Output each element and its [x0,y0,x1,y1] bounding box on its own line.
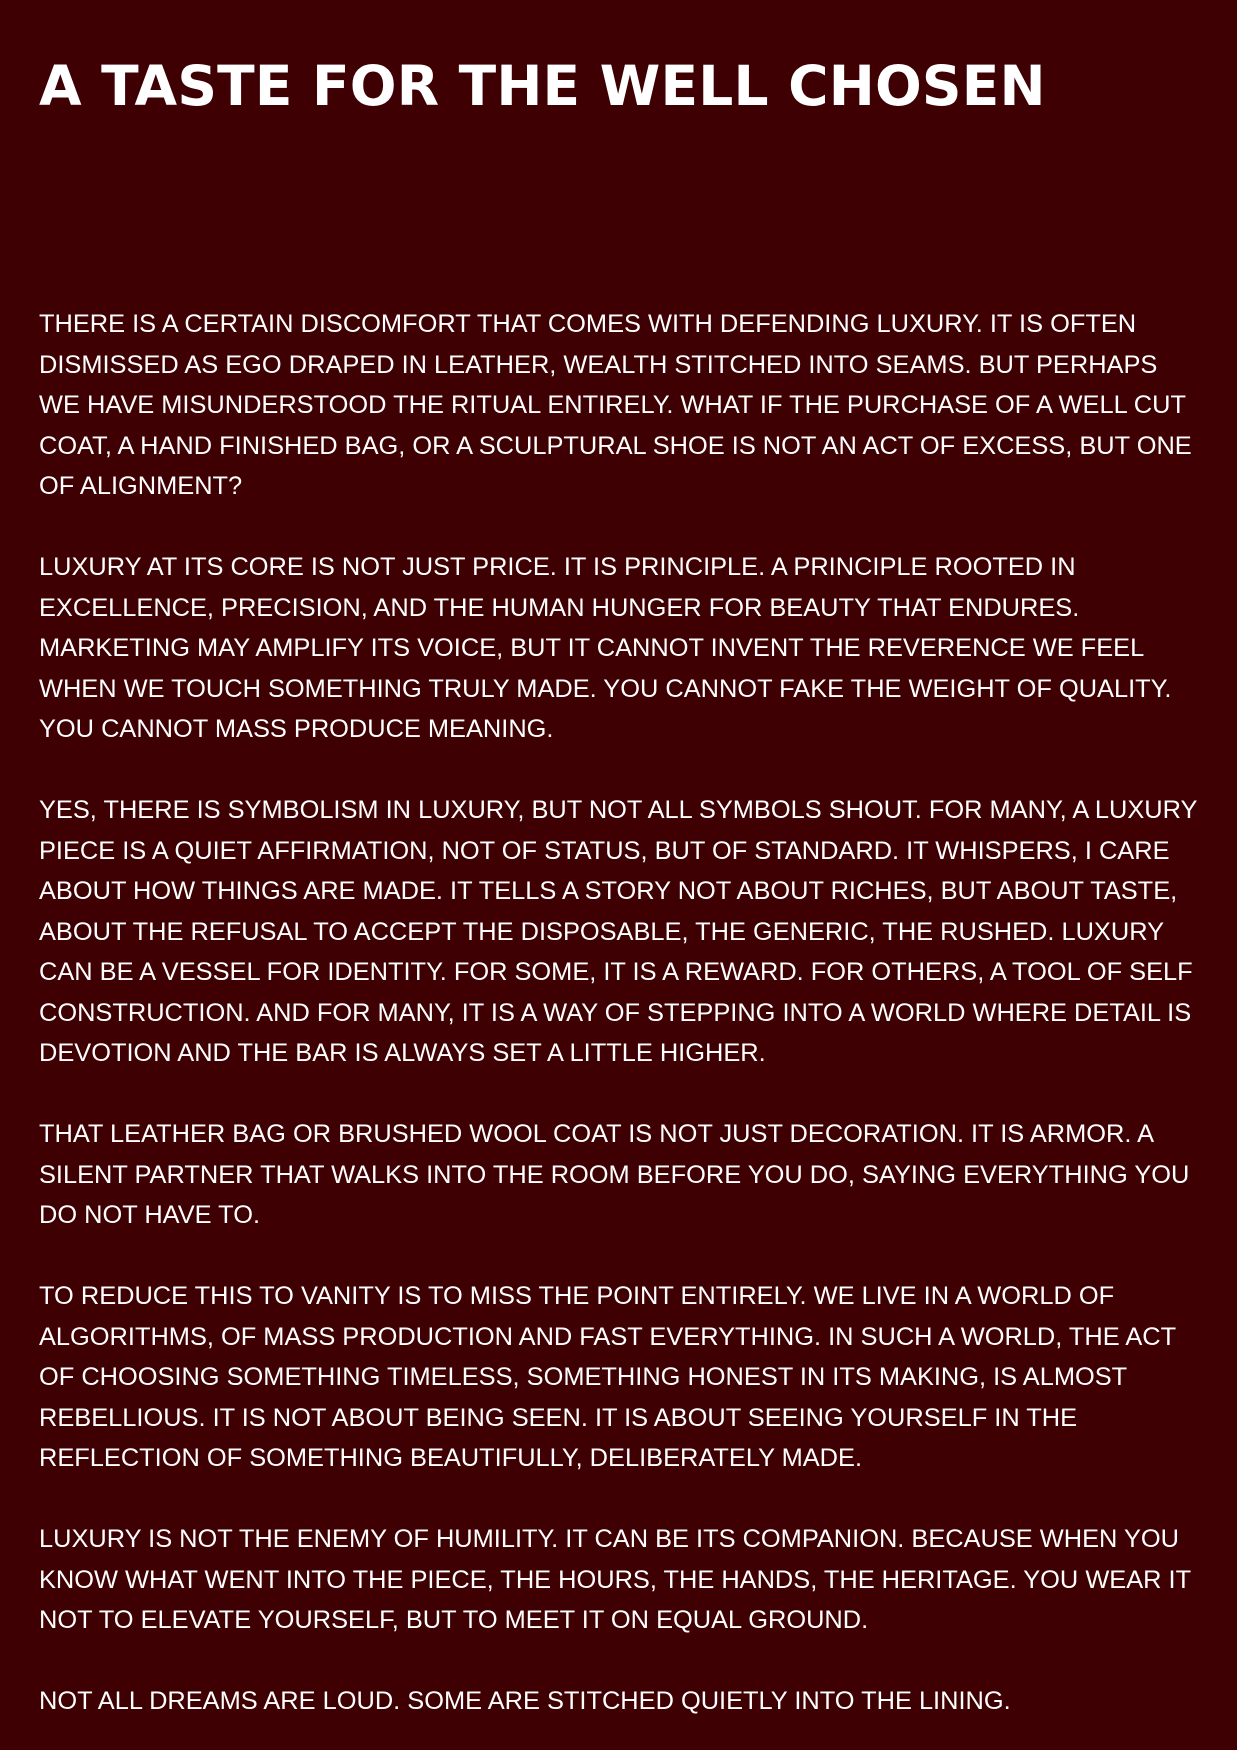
article-title: A TASTE FOR THE WELL CHOSEN [39,54,1046,118]
article-body [39,304,1199,1722]
paragraph-6: LUXURY IS NOT THE ENEMY OF HUMILITY. IT CAN BE ITS COMPANION. BECAUSE WHEN YOU KNOW WHAT WENT INTO THE PIECE, THE HOURS, THE HANDS, THE HERITAGE. YOU WEAR IT NOT TO ELEVATE YOURSELF, BUT TO MEET IT ON EQUAL GROUND. [39,1525,1191,1634]
paragraph-3: YES, THERE IS SYMBOLISM IN LUXURY, BUT NOT ALL SYMBOLS SHOUT. FOR MANY, A LUXURY PIECE IS A QUIET AFFIRMATION, NOT OF STATUS, BUT OF STANDARD. IT WHISPERS, I CARE ABOUT HOW THINGS ARE MADE. IT TELLS A STORY NOT ABOUT RICHES, BUT ABOUT TASTE, ABOUT THE REFUSAL TO ACCEPT THE DISPOSABLE, THE GENERIC, THE RUSHED. LUXURY CAN BE A VESSEL FOR IDENTITY. FOR SOME, IT IS A REWARD. FOR OTHERS, A TOOL OF SELF CONSTRUCTION. AND FOR MANY, IT IS A WAY OF STEPPING INTO A WORLD WHERE DETAIL IS DEVOTION AND THE BAR IS ALWAYS SET A LITTLE HIGHER. [39,796,1197,1067]
paragraph-7: NOT ALL DREAMS ARE LOUD. SOME ARE STITCHED QUIETLY INTO THE LINING. [39,1687,1011,1715]
paragraph-1: THERE IS A CERTAIN DISCOMFORT THAT COMES WITH DEFENDING LUXURY. IT IS OFTEN DISMISSED AS EGO DRAPED IN LEATHER, WEALTH STITCHED INTO SEAMS. BUT PERHAPS WE HAVE MISUNDERSTOOD THE RITUAL ENTIRELY. WHAT IF THE PURCHASE OF A WELL CUT COAT, A HAND FINISHED BAG, OR A SCULPTURAL SHOE IS NOT AN ACT OF EXCESS, BUT ONE OF ALIGNMENT? [39,310,1192,500]
paragraph-4: THAT LEATHER BAG OR BRUSHED WOOL COAT IS NOT JUST DECORATION. IT IS ARMOR. A SILENT PARTNER THAT WALKS INTO THE ROOM BEFORE YOU DO, SAYING EVERYTHING YOU DO NOT HAVE TO. [39,1120,1190,1229]
paragraph-2: LUXURY AT ITS CORE IS NOT JUST PRICE. IT IS PRINCIPLE. A PRINCIPLE ROOTED IN EXCELLENCE, PRECISION, AND THE HUMAN HUNGER FOR BEAUTY THAT ENDURES. MARKETING MAY AMPLIFY ITS VOICE, BUT IT CANNOT INVENT THE REVERENCE WE FEEL WHEN WE TOUCH SOMETHING TRULY MADE. YOU CANNOT FAKE THE WEIGHT OF QUALITY. YOU CANNOT MASS PRODUCE MEANING. [39,553,1172,743]
paragraph-5: TO REDUCE THIS TO VANITY IS TO MISS THE POINT ENTIRELY. WE LIVE IN A WORLD OF ALGORITHMS, OF MASS PRODUCTION AND FAST EVERYTHING. IN SUCH A WORLD, THE ACT OF CHOOSING SOMETHING TIMELESS, SOMETHING HONEST IN ITS MAKING, IS ALMOST REBELLIOUS. IT IS NOT ABOUT BEING SEEN. IT IS ABOUT SEEING YOURSELF IN THE REFLECTION OF SOMETHING BEAUTIFULLY, DELIBERATELY MADE. [39,1282,1176,1472]
